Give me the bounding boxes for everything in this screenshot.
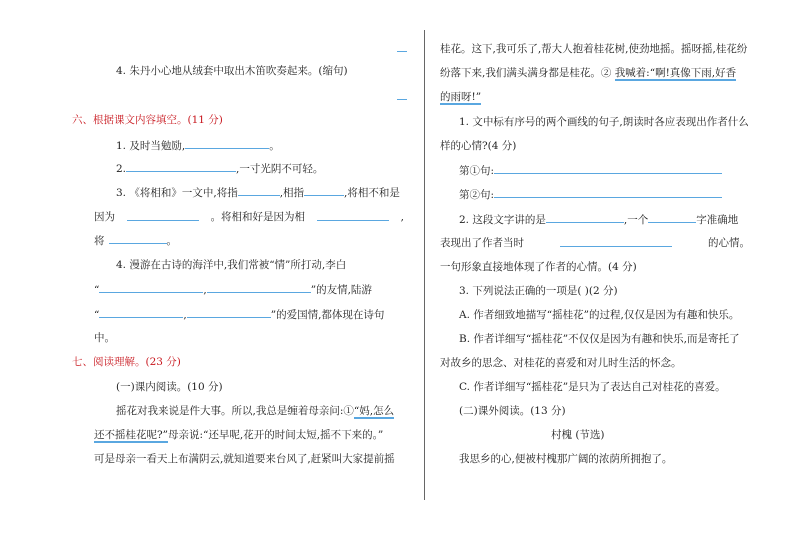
question-text: 的心情。 xyxy=(708,237,750,249)
passage-text: 纷落下来,我们满头满身都是桂花。② xyxy=(440,67,612,79)
passage-line-3: 可是母亲一看天上布满阴云,就知道要来台风了,赶紧叫大家提前摇 xyxy=(94,453,395,465)
fill-item-1 xyxy=(116,138,280,153)
fill-item-3-line1 xyxy=(116,185,400,200)
fill-item-4-line3 xyxy=(94,307,384,322)
fill-text: , xyxy=(400,211,404,223)
fill-text: , xyxy=(203,284,207,296)
answer-blank[interactable] xyxy=(648,212,696,223)
question-text: 表现出了作者当时 xyxy=(440,237,524,249)
underlined-sentence-2: 的雨呀!” xyxy=(440,91,482,103)
fill-text: 3. 《将相和》一文中,将指 xyxy=(116,187,238,199)
answer-label: 第①句: xyxy=(459,165,495,177)
option-c[interactable]: C. 作者详细写“摇桂花”是只为了表达自己对桂花的喜爱。 xyxy=(459,381,726,393)
fill-text: ,相指 xyxy=(279,187,305,199)
passage-line-1 xyxy=(116,404,394,418)
answer-blank[interactable] xyxy=(317,210,389,221)
answer-blank[interactable] xyxy=(207,282,311,293)
underlined-sentence-1: 还不摇桂花呢?” xyxy=(94,429,168,441)
fill-text: 将 xyxy=(94,235,105,247)
passage-title: 村槐 (节选) xyxy=(551,429,605,441)
fill-text: 。 xyxy=(166,235,177,247)
answer-blank[interactable] xyxy=(304,185,344,196)
section-7-title: 七、阅读理解。(23 分) xyxy=(72,356,181,368)
fill-item-4-line4: 中。 xyxy=(94,332,115,344)
question-2-line2 xyxy=(440,236,750,250)
fill-text: ,将相不和是 xyxy=(344,187,400,199)
fill-text: “ xyxy=(94,284,100,296)
answer-label: 第②句: xyxy=(459,189,495,201)
answer-blank[interactable] xyxy=(238,185,280,196)
column-divider xyxy=(424,30,425,500)
underlined-sentence-1: “妈,怎么 xyxy=(353,405,395,417)
question-text: 字准确地 xyxy=(696,214,739,226)
answer-blank[interactable] xyxy=(109,233,167,244)
passage-text: 母亲说:“还早呢,花开的时间太短,摇不下来的。” xyxy=(168,429,384,441)
fill-text: 。将相和好是因为相 xyxy=(210,211,306,223)
answer-blank[interactable] xyxy=(126,161,236,172)
fill-text: 因为 xyxy=(94,211,115,223)
sub-section-2-title: (二)课外阅读。(13 分) xyxy=(459,405,566,417)
question-1-answer-2 xyxy=(459,187,722,202)
question-1-answer-1 xyxy=(459,163,722,178)
answer-blank[interactable] xyxy=(494,187,722,198)
question-text: ,一个 xyxy=(623,214,649,226)
fill-text: “ xyxy=(94,309,100,321)
answer-blank[interactable] xyxy=(99,282,203,293)
passage-2-line1: 我思乡的心,便被村槐那广阔的浓荫所拥抱了。 xyxy=(459,453,673,465)
fill-text: ”的友情,陆游 xyxy=(310,284,372,296)
question-2-line1 xyxy=(459,212,738,227)
answer-mark xyxy=(397,99,407,100)
question-1-line1: 1. 文中标有序号的两个画线的句子,朗读时各应表现出作者什么 xyxy=(459,116,749,128)
passage-line-2 xyxy=(94,428,383,442)
fill-text: 1. 及时当勉励, xyxy=(116,140,186,152)
question-3: 3. 下列说法正确的一项是( )(2 分) xyxy=(459,285,618,297)
fill-text: ,一寸光阴不可轻。 xyxy=(236,163,324,175)
question-4-shorten: 4. 朱丹小心地从绒套中取出木笛吹奏起来。(缩句) xyxy=(116,65,348,77)
question-text: 2. 这段文字讲的是 xyxy=(459,214,546,226)
passage-line-6 xyxy=(440,90,481,104)
fill-text: 。 xyxy=(269,140,280,152)
fill-item-4-line2 xyxy=(94,282,372,297)
option-a[interactable]: A. 作者细致地描写“摇桂花”的过程,仅仅是因为有趣和快乐。 xyxy=(459,309,740,321)
fill-item-2 xyxy=(116,161,323,176)
passage-line-5 xyxy=(440,66,736,80)
passage-line-4: 桂花。这下,我可乐了,帮大人抱着桂花树,使劲地摇。摇呀摇,桂花纷 xyxy=(440,43,748,55)
fill-text: 2. xyxy=(116,163,127,175)
underlined-sentence-2: 我喊着:“啊!真像下雨,好香 xyxy=(614,67,737,79)
fill-text: , xyxy=(183,309,187,321)
fill-item-4-line1: 4. 漫游在古诗的海洋中,我们常被“情”所打动,李白 xyxy=(116,259,347,271)
answer-blank[interactable] xyxy=(99,307,183,318)
question-2-line3: 一句形象直接地体现了作者的心情。(4 分) xyxy=(440,261,637,273)
answer-blank[interactable] xyxy=(546,212,624,223)
answer-blank[interactable] xyxy=(494,163,722,174)
answer-blank[interactable] xyxy=(127,210,199,221)
answer-blank[interactable] xyxy=(560,236,672,247)
option-b[interactable]: B. 作者详细写“摇桂花”不仅仅是因为有趣和快乐,而是寄托了 xyxy=(459,333,740,345)
question-1-line2: 样的心情?(4 分) xyxy=(440,140,517,152)
fill-text: ”的爱国情,都体现在诗句 xyxy=(270,309,385,321)
option-b-cont: 对故乡的思念、对桂花的喜爱和对儿时生活的怀念。 xyxy=(440,357,682,369)
sub-section-1-title: (一)课内阅读。(10 分) xyxy=(116,381,223,393)
answer-blank[interactable] xyxy=(187,307,271,318)
section-6-title: 六、根据课文内容填空。(11 分) xyxy=(72,114,223,126)
answer-blank[interactable] xyxy=(185,138,269,149)
passage-text: 摇花对我来说是件大事。所以,我总是缠着母亲问:① xyxy=(116,405,354,417)
fill-item-3-line3 xyxy=(94,233,177,248)
fill-item-3-line2 xyxy=(94,210,404,224)
answer-mark xyxy=(397,51,407,52)
